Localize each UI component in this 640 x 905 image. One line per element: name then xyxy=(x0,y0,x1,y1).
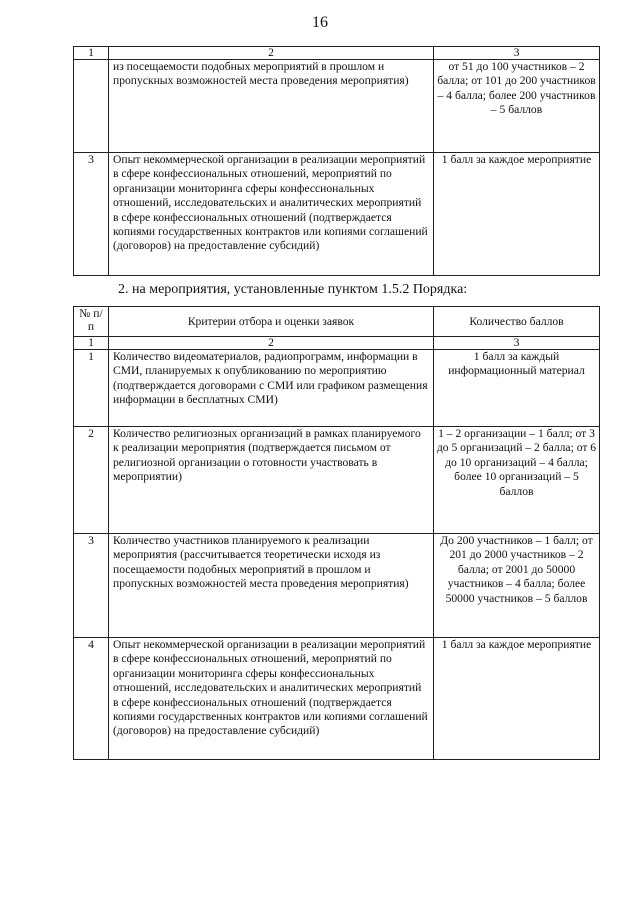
col-number-cell: 1 xyxy=(74,337,109,350)
table-row xyxy=(74,427,600,534)
table-row xyxy=(74,350,600,427)
points-cell: 1 балл за каждый информационный материал xyxy=(434,350,600,427)
criteria-table-continued xyxy=(73,46,600,276)
col-number-cell: 3 xyxy=(434,337,600,350)
criterion-cell: из посещаемости подобных мероприятий в прошлом и пропускных возможностей места проведения мероприятия) xyxy=(109,60,434,153)
header-points: Количество баллов xyxy=(434,307,600,337)
criterion-cell: Количество участников планируемого к реализации мероприятия (рассчитывается теоретически исходя из посещаемости подобных мероприятий в прошлом и пропускных возможностей места проведения мероприятия) xyxy=(109,534,434,638)
header-criteria: Критерии отбора и оценки заявок xyxy=(109,307,434,337)
points-cell: от 51 до 100 участников – 2 балла; от 101 до 200 участников – 4 балла; более 200 участников – 5 баллов xyxy=(434,60,600,153)
table-row xyxy=(74,638,600,760)
table-row xyxy=(74,153,600,276)
col-number-cell: 2 xyxy=(109,337,434,350)
row-number-cell xyxy=(74,60,109,153)
row-number-cell: 1 xyxy=(74,350,109,427)
criterion-cell: Количество видеоматериалов, радиопрограмм, информации в СМИ, планируемых к опубликованию по мероприятию (подтверждается договорами с СМИ или графиком размещения информации в бесплатных СМИ) xyxy=(109,350,434,427)
section-title: 2. на мероприятия, установленные пунктом 1.5.2 Порядка: xyxy=(118,282,468,297)
header-number: № п/п xyxy=(74,307,109,337)
criterion-cell: Количество религиозных организаций в рамках планируемого к реализации мероприятия (подтверждается письмом от религиозной организации о готовности участвовать в мероприятии) xyxy=(109,427,434,534)
col-number-cell: 1 xyxy=(74,47,109,60)
column-number-row xyxy=(74,47,600,60)
criteria-table xyxy=(73,306,600,760)
table-row xyxy=(74,534,600,638)
points-cell: 1 балл за каждое мероприятие xyxy=(434,638,600,760)
criterion-cell: Опыт некоммерческой организации в реализации мероприятий в сфере конфессиональных отношений, мероприятий по организации мониторинга сферы конфессиональных отношений, исследовательских и аналитических мероприятий в сфере конфессиональных отношений (подтверждается копиями государственных контрактов или копиями соглашений (договоров) на предоставление субсидий) xyxy=(109,153,434,276)
points-cell: 1 балл за каждое мероприятие xyxy=(434,153,600,276)
row-number-cell: 4 xyxy=(74,638,109,760)
points-cell: До 200 участников – 1 балл; от 201 до 2000 участников – 2 балла; от 2001 до 50000 участников – 4 балла; более 50000 участников – 5 баллов xyxy=(434,534,600,638)
column-number-row xyxy=(74,337,600,350)
row-number-cell: 2 xyxy=(74,427,109,534)
header-row xyxy=(74,307,600,337)
col-number-cell: 3 xyxy=(434,47,600,60)
points-cell: 1 – 2 организации – 1 балл; от 3 до 5 организаций – 2 балла; от 6 до 10 организаций – 4 балла; более 10 организаций – 5 баллов xyxy=(434,427,600,534)
criterion-cell: Опыт некоммерческой организации в реализации мероприятий в сфере конфессиональных отношений, мероприятий по организации мониторинга сферы конфессиональных отношений, исследовательских и аналитических мероприятий в сфере конфессиональных отношений (подтверждается копиями государственных контрактов или копиями соглашений (договоров) на предоставление субсидий) xyxy=(109,638,434,760)
page-number: 16 xyxy=(312,14,328,31)
row-number-cell: 3 xyxy=(74,153,109,276)
table-row xyxy=(74,60,600,153)
row-number-cell: 3 xyxy=(74,534,109,638)
col-number-cell: 2 xyxy=(109,47,434,60)
